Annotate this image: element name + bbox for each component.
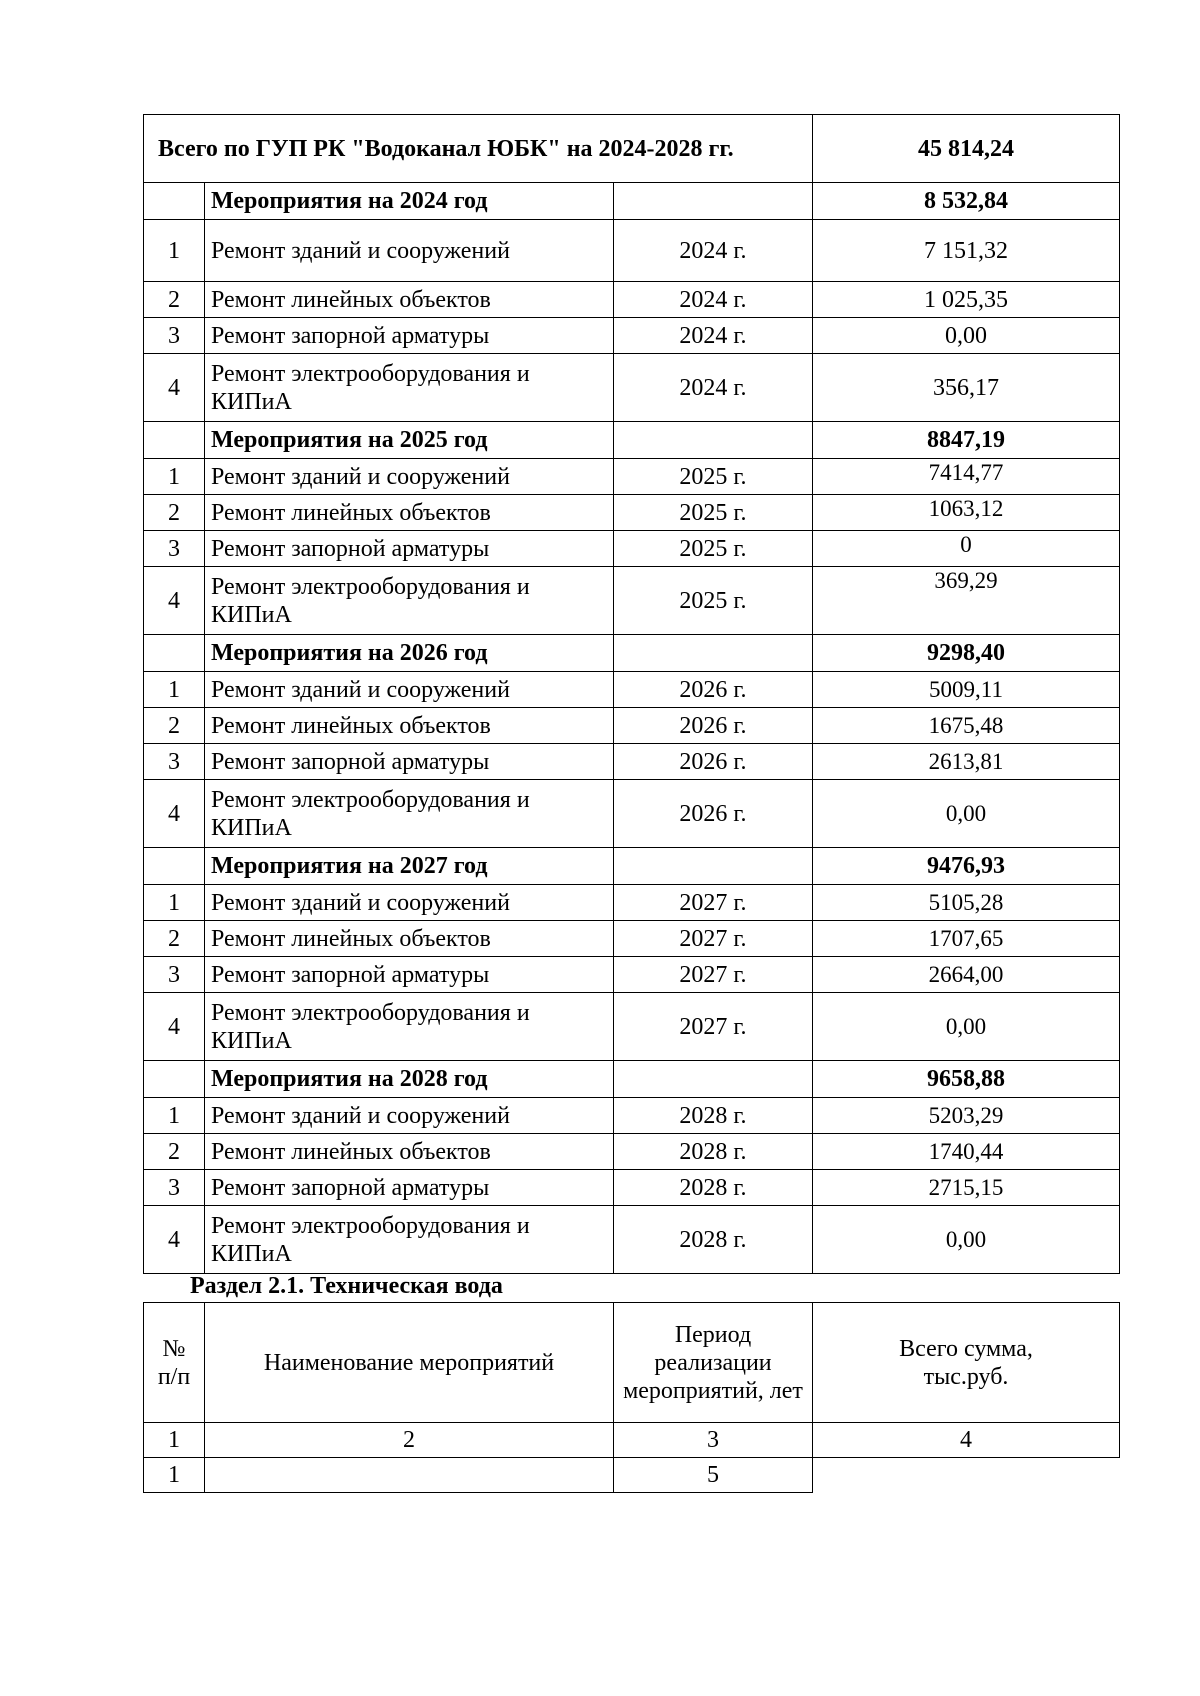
row-number: 1 — [144, 459, 205, 495]
row-period: 2025 г. — [614, 567, 813, 635]
row-value: 0,00 — [813, 993, 1120, 1061]
row-name: Ремонт линейных объектов — [205, 1134, 614, 1170]
year-header-row — [144, 422, 1120, 459]
year-header-row — [144, 1061, 1120, 1098]
row-name: Ремонт запорной арматуры — [205, 531, 614, 567]
row-value: 5105,28 — [813, 885, 1120, 921]
row-number: 3 — [144, 957, 205, 993]
row-value: 1 025,35 — [813, 282, 1120, 318]
row-number: 3 — [144, 318, 205, 354]
table-row — [144, 780, 1120, 848]
year-header-empty — [144, 848, 205, 885]
row-name: Ремонт электрооборудования и КИПиА — [205, 354, 614, 422]
year-header-row — [144, 848, 1120, 885]
year-header-empty — [144, 183, 205, 220]
row-period: 2025 г. — [614, 495, 813, 531]
table2-header-row — [144, 1303, 1120, 1423]
year-header-period-empty — [614, 183, 813, 220]
row-number: 1 — [144, 1098, 205, 1134]
row-number: 4 — [144, 354, 205, 422]
row-name: Ремонт зданий и сооружений — [205, 220, 614, 282]
table-row — [144, 1170, 1120, 1206]
row-number: 3 — [144, 744, 205, 780]
year-header-empty — [144, 1061, 205, 1098]
grand-total-label: Всего по ГУП РК "Водоканал ЮБК" на 2024-2028 гг. — [144, 115, 813, 183]
row-value: 1707,65 — [813, 921, 1120, 957]
row-number: 4 — [144, 993, 205, 1061]
table-row — [144, 708, 1120, 744]
row-period: 2024 г. — [614, 220, 813, 282]
row-name: Ремонт запорной арматуры — [205, 744, 614, 780]
row-period: 5 — [614, 1458, 813, 1493]
table-row — [144, 354, 1120, 422]
index-cell-3: 3 — [614, 1423, 813, 1458]
row-period: 2026 г. — [614, 708, 813, 744]
row-period: 2024 г. — [614, 354, 813, 422]
row-name: Ремонт зданий и сооружений — [205, 672, 614, 708]
grand-total-row — [144, 115, 1120, 183]
row-value: 7 151,32 — [813, 220, 1120, 282]
technical-water-table — [143, 1302, 1120, 1493]
row-number: 4 — [144, 567, 205, 635]
row-value: 0,00 — [813, 1206, 1120, 1274]
row-name: Ремонт линейных объектов — [205, 921, 614, 957]
row-name — [205, 1458, 614, 1493]
table-row — [144, 495, 1120, 531]
row-period: 2027 г. — [614, 957, 813, 993]
year-header-title: Мероприятия на 2026 год — [205, 635, 614, 672]
year-total-value: 9298,40 — [813, 635, 1120, 672]
table-row — [144, 1206, 1120, 1274]
row-number: 2 — [144, 282, 205, 318]
row-name: Ремонт линейных объектов — [205, 708, 614, 744]
index-cell-1: 1 — [144, 1423, 205, 1458]
grand-total-value: 45 814,24 — [813, 115, 1120, 183]
row-period: 2027 г. — [614, 921, 813, 957]
table-row — [144, 567, 1120, 635]
table2-data-row — [144, 1458, 1120, 1493]
year-header-empty — [144, 422, 205, 459]
row-value: 0,00 — [813, 318, 1120, 354]
row-name: Ремонт линейных объектов — [205, 282, 614, 318]
row-value: 1063,12 — [813, 495, 1120, 531]
table-row — [144, 1134, 1120, 1170]
table-row — [144, 993, 1120, 1061]
row-number: 3 — [144, 1170, 205, 1206]
row-period: 2025 г. — [614, 459, 813, 495]
year-header-empty — [144, 635, 205, 672]
row-period: 2026 г. — [614, 780, 813, 848]
row-period: 2027 г. — [614, 885, 813, 921]
row-name: Ремонт электрооборудования и КИПиА — [205, 1206, 614, 1274]
year-header-row — [144, 183, 1120, 220]
row-value: 0,00 — [813, 780, 1120, 848]
year-total-value: 9476,93 — [813, 848, 1120, 885]
row-period: 2024 г. — [614, 282, 813, 318]
year-header-period-empty — [614, 422, 813, 459]
row-name: Ремонт зданий и сооружений — [205, 459, 614, 495]
row-value: 2715,15 — [813, 1170, 1120, 1206]
section-title: Раздел 2.1. Техническая вода — [190, 1273, 503, 1299]
row-number: 2 — [144, 921, 205, 957]
row-name: Ремонт электрооборудования и КИПиА — [205, 780, 614, 848]
row-name: Ремонт запорной арматуры — [205, 957, 614, 993]
row-value: 2664,00 — [813, 957, 1120, 993]
table-row — [144, 744, 1120, 780]
year-header-period-empty — [614, 848, 813, 885]
row-name: Ремонт запорной арматуры — [205, 318, 614, 354]
year-header-period-empty — [614, 635, 813, 672]
table-row — [144, 921, 1120, 957]
row-number: 1 — [144, 1458, 205, 1493]
row-number: 2 — [144, 708, 205, 744]
year-header-title: Мероприятия на 2028 год — [205, 1061, 614, 1098]
row-value: 5203,29 — [813, 1098, 1120, 1134]
table-row — [144, 672, 1120, 708]
row-number: 2 — [144, 495, 205, 531]
table-row — [144, 282, 1120, 318]
table-row — [144, 220, 1120, 282]
row-period: 2025 г. — [614, 531, 813, 567]
table-row — [144, 531, 1120, 567]
row-period: 2028 г. — [614, 1098, 813, 1134]
year-total-value: 8847,19 — [813, 422, 1120, 459]
row-value: 5009,11 — [813, 672, 1120, 708]
row-value: 7414,77 — [813, 459, 1120, 495]
row-period: 2024 г. — [614, 318, 813, 354]
row-name: Ремонт электрооборудования и КИПиА — [205, 567, 614, 635]
table-row — [144, 1098, 1120, 1134]
year-header-period-empty — [614, 1061, 813, 1098]
row-period: 2028 г. — [614, 1206, 813, 1274]
row-value: 0 — [813, 531, 1120, 567]
row-number: 4 — [144, 780, 205, 848]
row-number: 1 — [144, 672, 205, 708]
row-number: 1 — [144, 220, 205, 282]
row-sum-blank — [813, 1458, 1120, 1493]
year-header-title: Мероприятия на 2024 год — [205, 183, 614, 220]
col-sum-header: Всего сумма, тыс.руб. — [813, 1303, 1120, 1423]
col-name-header: Наименование мероприятий — [205, 1303, 614, 1423]
table-row — [144, 957, 1120, 993]
row-period: 2027 г. — [614, 993, 813, 1061]
year-header-row — [144, 635, 1120, 672]
col-number-header: № п/п — [144, 1303, 205, 1423]
row-value: 369,29 — [813, 567, 1120, 635]
table-row — [144, 459, 1120, 495]
index-cell-4: 4 — [813, 1423, 1120, 1458]
row-number: 3 — [144, 531, 205, 567]
row-name: Ремонт запорной арматуры — [205, 1170, 614, 1206]
row-name: Ремонт линейных объектов — [205, 495, 614, 531]
col-period-header: Период реализации мероприятий, лет — [614, 1303, 813, 1423]
row-number: 1 — [144, 885, 205, 921]
row-number: 4 — [144, 1206, 205, 1274]
table2-index-row — [144, 1423, 1120, 1458]
year-total-value: 9658,88 — [813, 1061, 1120, 1098]
year-total-value: 8 532,84 — [813, 183, 1120, 220]
row-value: 1675,48 — [813, 708, 1120, 744]
row-period: 2026 г. — [614, 744, 813, 780]
index-cell-2: 2 — [205, 1423, 614, 1458]
row-value: 2613,81 — [813, 744, 1120, 780]
row-value: 356,17 — [813, 354, 1120, 422]
row-period: 2026 г. — [614, 672, 813, 708]
row-name: Ремонт зданий и сооружений — [205, 885, 614, 921]
row-period: 2028 г. — [614, 1170, 813, 1206]
row-value: 1740,44 — [813, 1134, 1120, 1170]
year-header-title: Мероприятия на 2027 год — [205, 848, 614, 885]
table-row — [144, 885, 1120, 921]
works-table — [143, 114, 1120, 1274]
year-header-title: Мероприятия на 2025 год — [205, 422, 614, 459]
row-name: Ремонт электрооборудования и КИПиА — [205, 993, 614, 1061]
row-name: Ремонт зданий и сооружений — [205, 1098, 614, 1134]
row-period: 2028 г. — [614, 1134, 813, 1170]
table-row — [144, 318, 1120, 354]
row-number: 2 — [144, 1134, 205, 1170]
